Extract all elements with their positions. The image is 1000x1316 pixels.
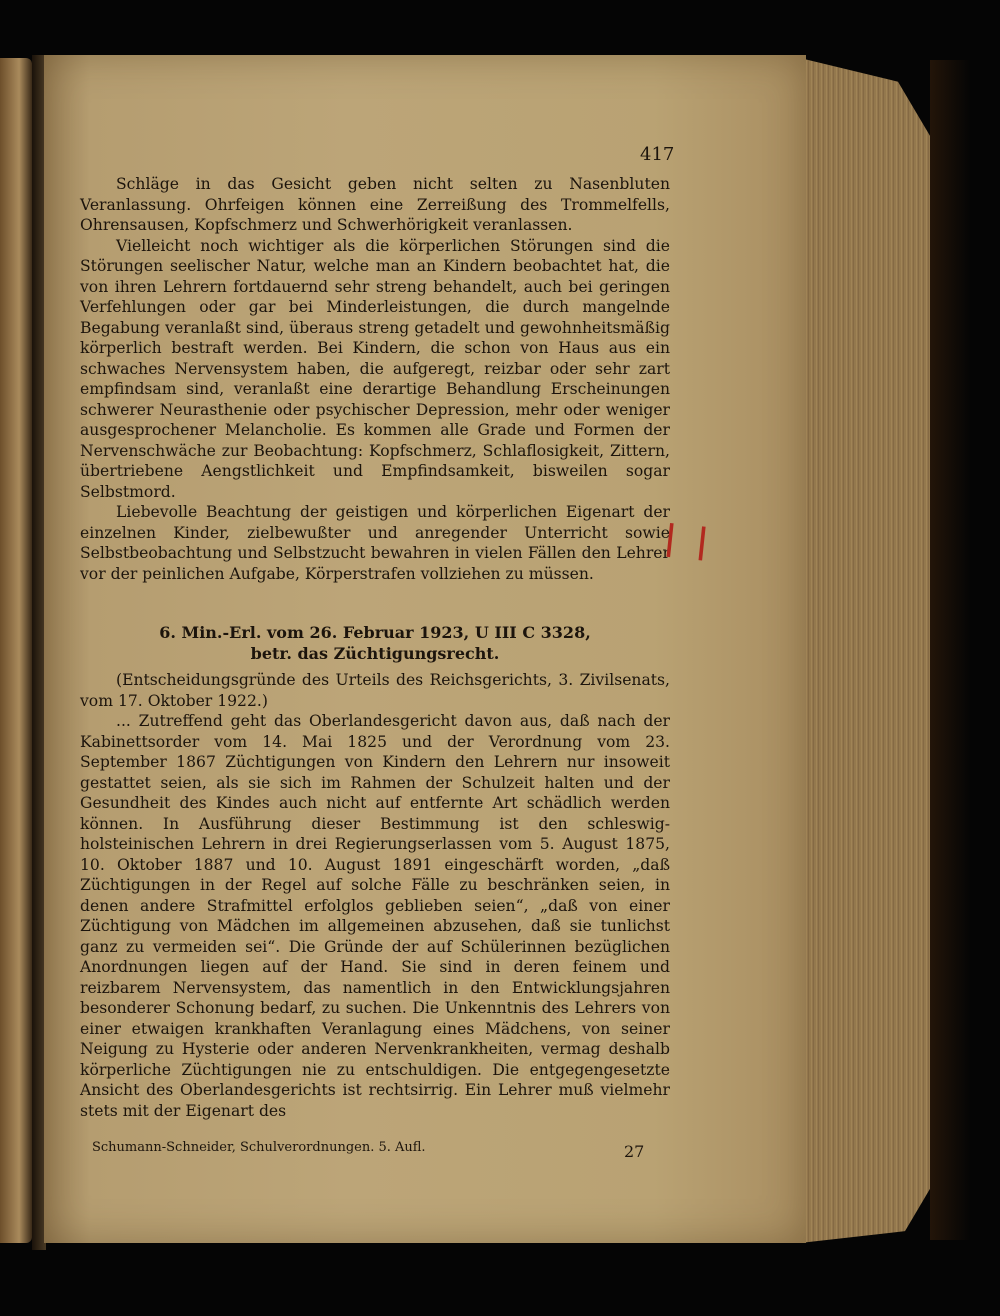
footer-reference: Schumann-Schneider, Schulverordnungen. 5. Aufl. <box>92 1140 426 1155</box>
left-page-edge <box>0 58 32 1243</box>
page-number: 417 <box>640 144 675 165</box>
section-heading-line-2: betr. das Züchtigungsrecht. <box>250 644 500 663</box>
page-content <box>80 140 670 1121</box>
signature-number: 27 <box>624 1142 645 1161</box>
section-body: ... Zutreffend geht das Oberlandesgericht davon aus, daß nach der Kabinettsorder vom 14. Mai 1825 und der Verordnung vom 23. September 1867 Züchtigungen von Kindern den Lehrern nur insoweit gestattet seien, als sie sich im Rahmen der Schulzeit halten und der Gesundheit des Kindes auch nicht auf entfernte Art schädlich werden können. In Ausführung dieser Bestimmung ist den schleswig-holsteinischen Lehrern in drei Regierungserlassen vom 5. August 1875, 10. Oktober 1887 und 10. August 1891 eingeschärft worden, „daß Züchtigungen in der Regel auf solche Fälle zu beschränken seien, in denen andere Strafmittel erfolglos geblieben seien“, „daß von einer Züchtigung von Mädchen im allgemeinen abzusehen, daß sie tunlichst ganz zu vermeiden sei“. Die Gründe der auf Schülerinnen bezüglichen Anordnungen liegen auf der Hand. Sie sind in deren feinem und reizbarem Nervensystem, das namentlich in den Entwicklungsjahren besonderer Schonung bedarf, zu suchen. Die Unkenntnis des Lehrers von einer etwaigen krankhaften Veranlagung eines Mädchens, von seiner Neigung zu Hysterie oder anderen Nervenkrankheiten, vermag deshalb körperliche Züchtigungen nie zu entschuldigen. Die entgegengesetzte Ansicht des Oberlandesgerichts ist rechtsirrig. Ein Lehrer muß vielmehr stets mit der Eigenart des <box>80 712 670 1120</box>
page-block-edges <box>800 58 940 1243</box>
section-heading-line-1: 6. Min.-Erl. vom 26. Februar 1923, U III C 3328, <box>159 623 591 642</box>
paragraph-3: Liebevolle Beachtung der geistigen und körperlichen Eigenart der einzelnen Kinder, zielbewußter und anregender Unterricht sowie Selbstbeobachtung und Selbstzucht bewahren in vielen Fällen den Lehrer vor der peinlichen Aufgabe, Körperstrafen vollziehen zu müssen. <box>80 503 670 583</box>
section-heading <box>80 622 670 664</box>
red-margin-marks: | | <box>662 517 715 563</box>
paragraph-2: Vielleicht noch wichtiger als die körperlichen Störungen sind die Störungen seelischer Natur, welche man an Kindern beobachtet hat, die von ihren Lehrern fortdauernd sehr streng behandelt, auch bei geringen Verfehlungen oder gar bei Minderleistungen, die durch mangelnde Begabung veranlaßt sind, überaus streng getadelt und gewohnheitsmäßig körperlich bestraft werden. Bei Kindern, die schon von Haus aus ein schwaches Nervensystem haben, die aufgeregt, reizbar oder sehr zart empfindsam sind, veranlaßt eine derartige Behandlung Erscheinungen schwerer Neurasthenie oder psychischer Depression, mehr oder weniger ausgesprochener Melancholie. Es kommen alle Grade und Formen der Nervenschwäche zur Beobachtung: Kopfschmerz, Schlaflosigkeit, Zittern, übertriebene Aengstlichkeit und Empfindsamkeit, bisweilen sogar Selbstmord. <box>80 236 670 501</box>
paragraph-1: Schläge in das Gesicht geben nicht selten zu Nasenbluten Veranlassung. Ohrfeigen können eine Zerreißung des Trommelfells, Ohrensausen, Kopfschmerz und Schwerhörigkeit veranlassen. <box>80 175 670 234</box>
binding-shadow <box>930 60 970 1240</box>
section-intro: (Entscheidungsgründe des Urteils des Reichsgerichts, 3. Zivilsenats, vom 17. Oktober 1922.) <box>80 671 670 710</box>
